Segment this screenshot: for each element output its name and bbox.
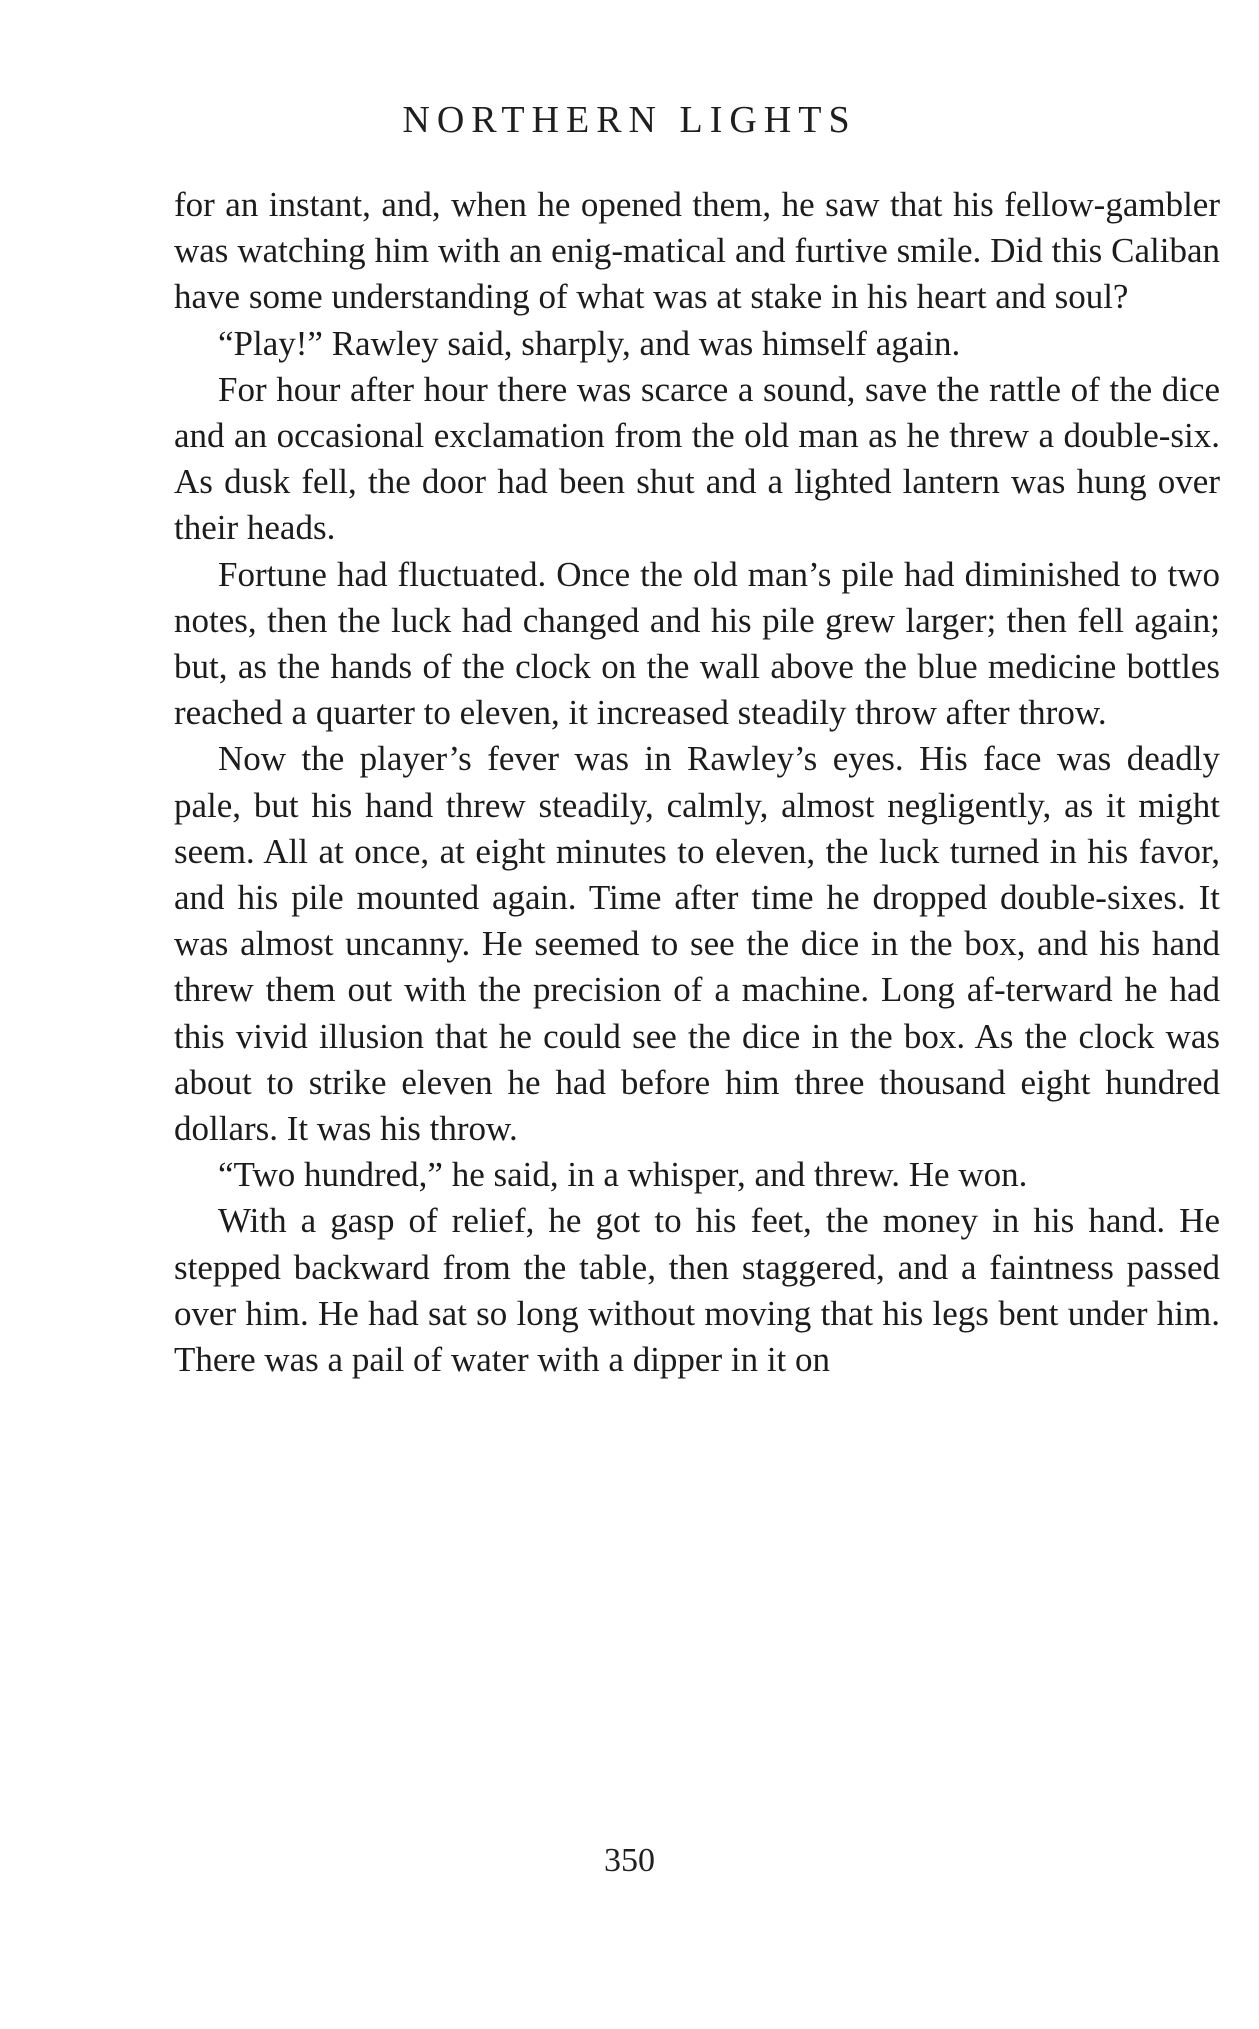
paragraph: Now the player’s fever was in Rawley’s eyes. His face was deadly pale, but his hand threw steadily, calmly, almost negligently, as it might seem. All at once, at eight minutes to eleven, the luck turned in his favor, and his pile mounted again. Time after time he dropped double-sixes. It was almost uncanny. He seemed to see the dice in the box, and his hand threw them out with the precision of a machine. Long af-terward he had this vivid illusion that he could see the dice in the box. As the clock was about to strike eleven he had before him three thousand eight hundred dollars. It was his throw. [174, 739, 1220, 1149]
paragraph: With a gasp of relief, he got to his feet, the money in his hand. He stepped backward from the table, then staggered, and a faintness passed over him. He had sat so long without moving that his legs bent under him. There was a pail of water with a dipper in it on [174, 1201, 1220, 1380]
paragraph: For hour after hour there was scarce a sound, save the rattle of the dice and an occasional exclamation from the old man as he threw a double-six. As dusk fell, the door had been shut and a lighted lantern was hung over their heads. [174, 369, 1220, 548]
body-text [174, 182, 1220, 1383]
running-head: NORTHERN LIGHTS [402, 99, 857, 141]
paragraph-continuation: for an instant, and, when he opened them, he saw that his fellow-gambler was watching him with an enig-matical and furtive smile. Did this Caliban have some understanding of what was at stake in his heart and soul? [174, 185, 1220, 317]
page-number: 350 [604, 1842, 655, 1879]
paragraph: “Play!” Rawley said, sharply, and was himself again. [218, 323, 961, 363]
paragraph: “Two hundred,” he said, in a whisper, and threw. He won. [218, 1155, 1028, 1195]
paragraph: Fortune had fluctuated. Once the old man’s pile had diminished to two notes, then the luck had changed and his pile grew larger; then fell again; but, as the hands of the clock on the wall above the blue medicine bottles reached a quarter to eleven, it increased steadily throw after throw. [174, 554, 1220, 733]
